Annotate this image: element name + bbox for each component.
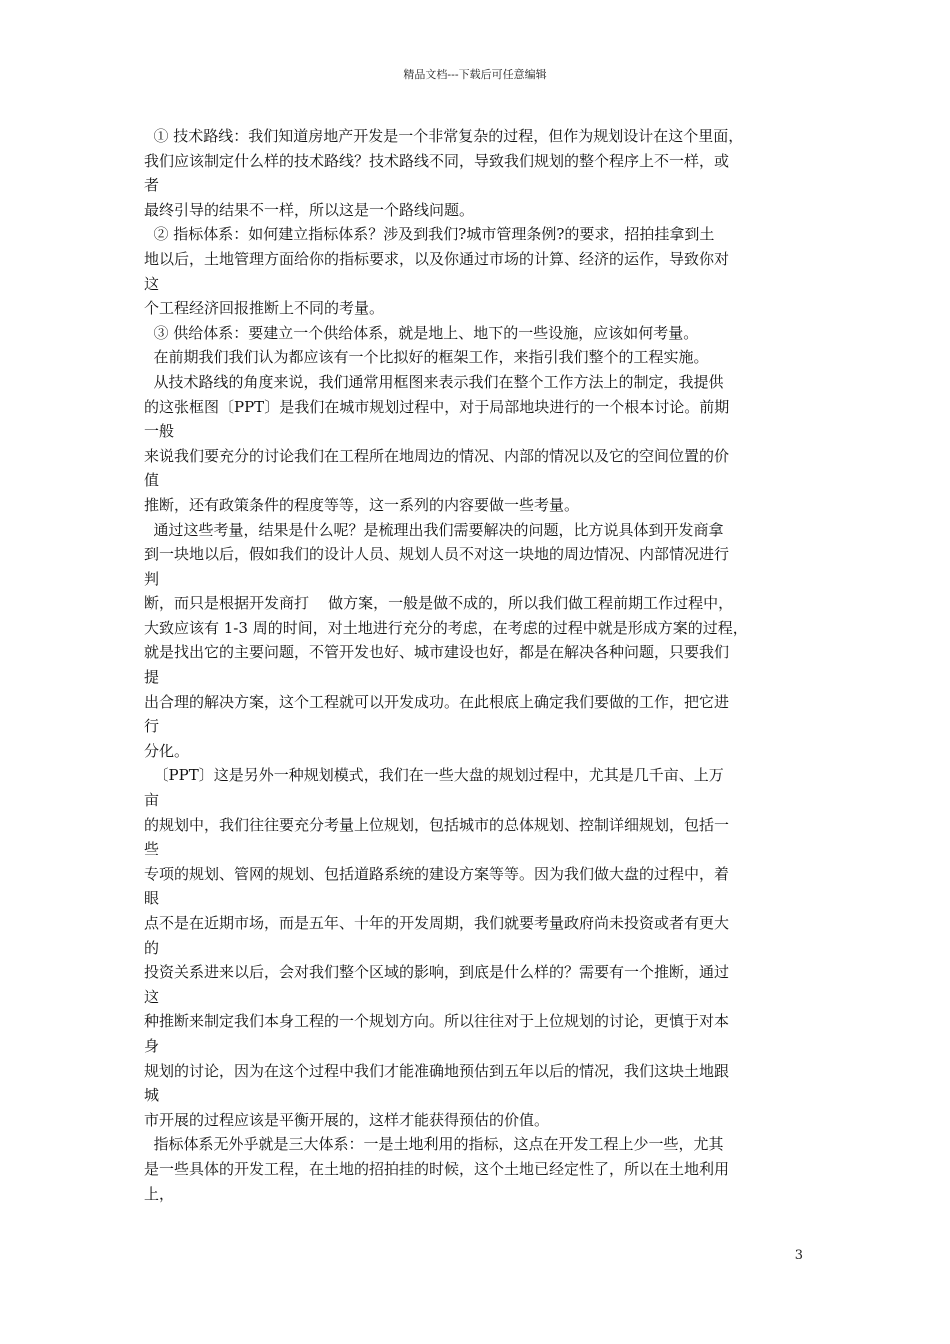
text-line: 一般 xyxy=(144,422,175,441)
text-line: 在前期我们我们认为都应该有一个比拟好的框架工作，来指引我们整个的工程实施。 xyxy=(144,348,709,367)
text-line: 指标体系无外乎就是三大体系：一是土地利用的指标，这点在开发工程上少一些，尤其 xyxy=(144,1135,724,1154)
text-line: 点不是在近期市场，而是五年、十年的开发周期，我们就要考量政府尚未投资或者有更大 xyxy=(144,914,730,932)
text-line: 推断，还有政策条件的程度等等，这一系列的内容要做一些考量。 xyxy=(144,495,580,514)
text-line: 出合理的解决方案，这个工程就可以开发成功。在此根底上确定我们要做的工作，把它进 xyxy=(144,692,730,711)
text-line: 断，而只是根据开发商打 做方案，一般是做不成的，所以我们做工程前期工作过程中， xyxy=(144,594,734,613)
text-line: ① 技术路线：我们知道房地产开发是一个非常复杂的过程，但作为规划设计在这个里面， xyxy=(144,127,744,145)
text-line: 就是找出它的主要问题，不管开发也好、城市建设也好，都是在解决各种问题，只要我们 xyxy=(144,643,730,662)
text-line: 投资关系进来以后，会对我们整个区域的影响，到底是什么样的？需要有一个推断，通过 xyxy=(144,963,730,982)
text-line: 从技术路线的角度来说，我们通常用框图来表示我们在整个工作方法上的制定，我提供 xyxy=(144,372,724,391)
text-line: 最终引导的结果不一样，所以这是一个路线问题。 xyxy=(144,200,475,219)
text-line: 亩 xyxy=(144,791,160,810)
page-number: 3 xyxy=(794,1248,803,1263)
text-line: 〔PPT〕这是另外一种规划模式，我们在一些大盘的规划过程中，尤其是几千亩、上万 xyxy=(144,766,724,785)
text-line: 地以后，土地管理方面给你的指标要求，以及你通过市场的计算、经济的运作，导致你对 xyxy=(144,249,730,268)
text-line: ③ 供给体系：要建立一个供给体系，就是地上、地下的一些设施，应该如何考量。 xyxy=(144,323,699,342)
text-line: 身 xyxy=(144,1036,160,1055)
text-line: 判 xyxy=(144,569,160,588)
text-line: 些 xyxy=(144,840,160,859)
document-body xyxy=(144,124,810,1206)
text-line: 者 xyxy=(144,176,160,195)
text-line: 是一些具体的开发工程，在土地的招拍挂的时候，这个土地已经定性了，所以在土地利用 xyxy=(144,1159,730,1178)
text-line: 种推断来制定我们本身工程的一个规划方向。所以往往对于上位规划的讨论，更慎于对本 xyxy=(144,1012,730,1031)
text-line: 分化。 xyxy=(144,741,190,760)
text-line: 个工程经济回报推断上不同的考量。 xyxy=(144,299,385,318)
text-line: 专项的规划、管网的规划、包括道路系统的建设方案等等。因为我们做大盘的过程中，着 xyxy=(144,864,730,883)
text-line: 行 xyxy=(144,717,160,736)
text-line: 市开展的过程应该是平衡开展的，这样才能获得预估的价值。 xyxy=(144,1110,550,1129)
text-line: 来说我们要充分的讨论我们在工程所在地周边的情况、内部的情况以及它的空间位置的价 xyxy=(144,446,730,465)
text-line: 城 xyxy=(144,1086,160,1105)
text-line: ② 指标体系：如何建立指标体系？涉及到我们?城市管理条例?的要求，招拍挂拿到土 xyxy=(144,225,715,244)
text-line: 通过这些考量，结果是什么呢？是梳理出我们需要解决的问题，比方说具体到开发商拿 xyxy=(144,520,724,539)
text-line: 提 xyxy=(144,668,160,687)
text-line: 这 xyxy=(144,274,160,293)
text-line: 的 xyxy=(144,938,160,957)
text-line: 的规划中，我们往往要充分考量上位规划，包括城市的总体规划、控制详细规划，包括一 xyxy=(144,815,730,834)
page-header: 精品文档---下载后可任意编辑 xyxy=(403,68,547,81)
text-line: 的这张框图〔PPT〕是我们在城市规划过程中，对于局部地块进行的一个根本讨论。前期 xyxy=(144,397,730,416)
text-line: 这 xyxy=(144,987,160,1006)
text-line: 到一块地以后，假如我们的设计人员、规划人员不对这一块地的周边情况、内部情况进行 xyxy=(144,545,730,564)
text-line: 值 xyxy=(144,471,160,490)
text-line: 上， xyxy=(144,1184,175,1203)
text-line: 规划的讨论，因为在这个过程中我们才能准确地预估到五年以后的情况，我们这块土地跟 xyxy=(144,1061,730,1080)
text-line: 眼 xyxy=(144,889,160,908)
text-line: 我们应该制定什么样的技术路线？技术路线不同，导致我们规划的整个程序上不一样，或 xyxy=(144,151,730,170)
text-line: 大致应该有 1-3 周的时间，对土地进行充分的考虑，在考虑的过程中就是形成方案的过程， xyxy=(144,618,748,637)
